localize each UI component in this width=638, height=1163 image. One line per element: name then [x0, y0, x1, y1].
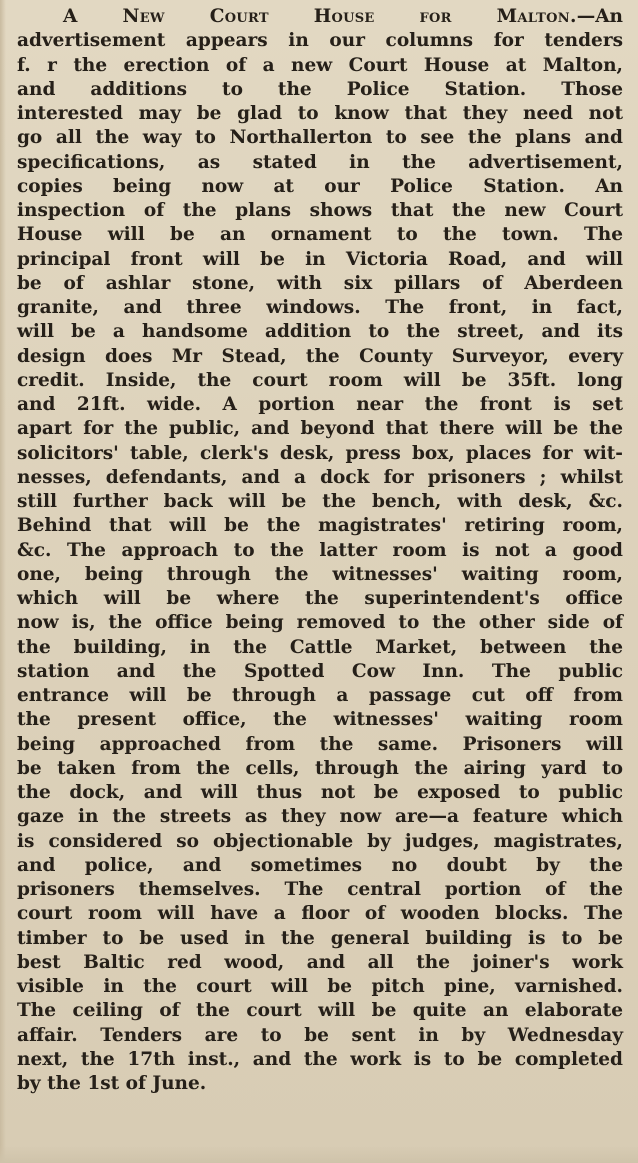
article-line: which will be where the superintendent's office	[17, 588, 623, 609]
article-line: and 21ft. wide. A portion near the front is set	[17, 394, 623, 415]
article-line: will be a handsome addition to the street, and its	[17, 321, 623, 343]
article-line: interested may be glad to know that they need not	[17, 103, 623, 124]
article-line: affair. Tenders are to be sent in by Wednesday	[17, 1024, 623, 1046]
article-line: &c. The approach to the latter room is not a good	[17, 539, 623, 561]
article-line: apart for the public, and beyond that there will be the	[17, 418, 623, 440]
article-line: station and the Spotted Cow Inn. The public	[17, 660, 623, 682]
paper-bottom-shadow	[0, 1145, 638, 1163]
article-line: principal front will be in Victoria Road, and will	[17, 248, 623, 270]
article-line: the present office, the witnesses' waiting room	[17, 709, 623, 731]
article-line: inspection of the plans shows that the new Court	[17, 200, 623, 221]
article-line: go all the way to Northallerton to see the plans and	[17, 127, 623, 149]
article-line: one, being through the witnesses' waiting room,	[17, 563, 623, 585]
article-line: and additions to the Police Station. Those	[17, 78, 623, 100]
article-line: the building, in the Cattle Market, between the	[17, 636, 623, 658]
article-line: granite, and three windows. The front, in fact,	[17, 297, 623, 318]
article-headline: A New Court House for Malton.	[63, 6, 577, 27]
article-line: gaze in the streets as they now are—a feature which	[17, 806, 623, 828]
article-line: be taken from the cells, through the airing yard to	[17, 757, 623, 779]
article-line: solicitors' table, clerk's desk, press box, places for wit-	[17, 442, 623, 464]
news-article	[17, 5, 623, 1096]
article-line: next, the 17th inst., and the work is to be completed	[17, 1048, 623, 1070]
article-line: specifications, as stated in the advertisement,	[17, 151, 623, 173]
article-line: best Baltic red wood, and all the joiner's work	[17, 951, 623, 973]
article-line	[17, 5, 623, 29]
article-line: House will be an ornament to the town. The	[17, 224, 623, 246]
article-line: entrance will be through a passage cut off from	[17, 685, 623, 706]
article-line: be of ashlar stone, with six pillars of Aberdeen	[17, 272, 623, 294]
article-line: being approached from the same. Prisoners will	[17, 733, 623, 755]
article-line: the dock, and will thus not be exposed to public	[17, 782, 623, 803]
article-line: is considered so objectionable by judges, magistrates,	[17, 830, 623, 852]
article-line-text: —An	[576, 6, 623, 27]
article-line: still further back will be the bench, with desk, &c.	[17, 491, 623, 512]
article-line: nesses, defendants, and a dock for prisoners ; whilst	[17, 466, 623, 488]
article-line: visible in the court will be pitch pine, varnished.	[17, 976, 623, 997]
article-line: credit. Inside, the court room will be 35ft. long	[17, 369, 623, 391]
article-line: now is, the office being removed to the other side of	[17, 612, 623, 634]
article-line: by the 1st of June.	[17, 1073, 207, 1094]
article-line: timber to be used in the general building is to be	[17, 927, 623, 949]
article-line: The ceiling of the court will be quite an elaborate	[17, 1000, 623, 1022]
article-line: copies being now at our Police Station. An	[17, 175, 623, 197]
article-line: and police, and sometimes no doubt by the	[17, 854, 623, 876]
article-line: f. r the erection of a new Court House at Malton,	[17, 54, 623, 76]
article-line: court room will have a floor of wooden blocks. The	[17, 903, 623, 925]
paper-edge-shadow	[0, 0, 6, 1163]
article-line: advertisement appears in our columns for tenders	[17, 30, 623, 52]
article-line: Behind that will be the magistrates' retiring room,	[17, 515, 623, 537]
article-line: design does Mr Stead, the County Surveyor, every	[17, 345, 623, 367]
article-line: prisoners themselves. The central portion of the	[17, 879, 623, 900]
